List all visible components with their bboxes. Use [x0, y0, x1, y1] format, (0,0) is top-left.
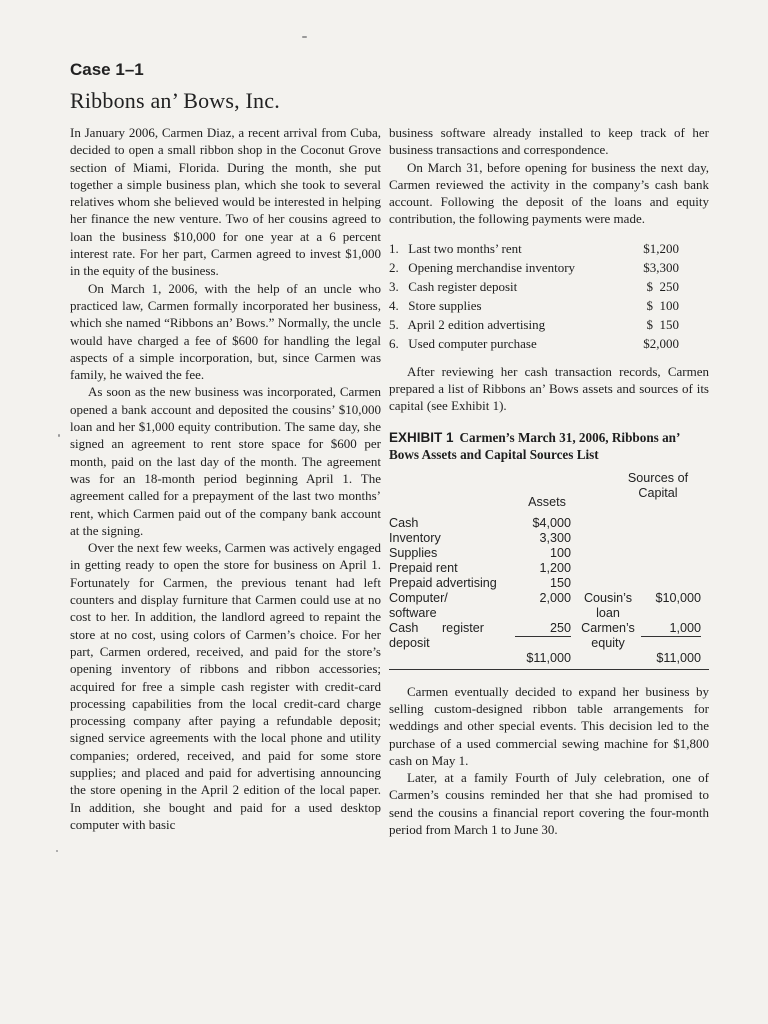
- asset-label: Computer/ software: [389, 590, 448, 620]
- asset-label: Supplies: [389, 545, 438, 560]
- exhibit-label: EXHIBIT 1: [389, 429, 454, 445]
- payment-item: [389, 277, 709, 296]
- asset-value: 250: [515, 621, 571, 637]
- asset-label: Cash register deposit: [389, 620, 484, 650]
- source-label: Cousin’s loan: [583, 590, 633, 620]
- asset-label: Prepaid advertising: [389, 575, 497, 590]
- asset-value: 3,300: [539, 530, 571, 545]
- asset-value: $4,000: [532, 515, 571, 530]
- source-value: $10,000: [655, 590, 701, 605]
- table-row: [389, 621, 709, 651]
- scan-speck: [302, 36, 307, 38]
- payment-amount: $3,300: [643, 259, 679, 275]
- assets-column-header: Assets: [528, 494, 566, 509]
- scan-speck: [56, 850, 58, 852]
- payment-number: 5.: [389, 316, 399, 332]
- table-row: [389, 516, 709, 531]
- payment-amount: $2,000: [643, 335, 679, 351]
- asset-label: Cash: [389, 515, 419, 530]
- table-row: [389, 591, 709, 621]
- payment-number: 1.: [389, 240, 399, 256]
- paragraph: Over the next few weeks, Carmen was actively engaged in getting ready to open the store for business on April 1. Fortunately for Carmen, the previous tenant had left counters and display furniture that Carmen could use at no cost to her. In addition, the landlord agreed to repaint the store at no cost, using colors of Carmen’s choice. For her part, Carmen ordered, received, and paid for the store’s opening inventory of ribbons and ribbon accessories; acquired for free a simple cash register with credit-card processing capabilities from the local credit-card charge processing company after paying a refundable deposit; signed service agreements with the local phone and utility companies; ordered, received, and paid for some store supplies; and placed and paid for advertising announcing the store opening in the April 2 edition of the local paper. In addition, she bought and paid for a used desktop computer with basic: [70, 540, 381, 832]
- table-row: [389, 576, 709, 591]
- total-assets: $11,000: [526, 650, 571, 665]
- payment-label: Store supplies: [408, 297, 482, 313]
- paragraph: On March 31, before opening for business the next day, Carmen reviewed the activity in the company’s cash bank account. Following the deposit of the loans and equity contribution, the following payments were made.: [389, 159, 709, 227]
- payment-amount: $ 100: [646, 297, 679, 313]
- asset-label: Prepaid rent: [389, 560, 458, 575]
- exhibit-rows: [389, 516, 709, 651]
- payment-item: [389, 239, 709, 258]
- exhibit-table: [389, 471, 709, 683]
- payment-amount: $1,200: [643, 240, 679, 256]
- sources-column-header: Sources of Capital: [627, 470, 689, 500]
- paragraph: On March 1, 2006, with the help of an uncle who practiced law, Carmen formally incorporated her business, which she named “Ribbons an’ Bows.” Normally, the uncle would have charged a fee of $600 for handling the legal aspects of a simple incorporation, but, since Carmen was family, he waived the fee.: [70, 280, 381, 383]
- asset-value: 1,200: [539, 560, 571, 575]
- table-row: [389, 546, 709, 561]
- paragraph: Later, at a family Fourth of July celebration, one of Carmen’s cousins reminded her that she had promised to send the cousins a financial report covering the four-month period from March 1 to June 30.: [389, 770, 709, 838]
- asset-value: 100: [549, 545, 571, 560]
- source-value: 1,000: [641, 621, 701, 637]
- payments-list: [389, 239, 709, 353]
- payment-number: 4.: [389, 297, 399, 313]
- payment-number: 3.: [389, 278, 399, 294]
- paragraph: As soon as the new business was incorporated, Carmen opened a bank account and deposited the cousins’ $10,000 loan and her $1,000 equity contribution. The same day, she signed an agreement to rent store space for $600 per month, paid on the last day of the month. The agreement was for an 18-month period beginning April 1. The agreement called for a prepayment of the last two months’ rent, which Carmen paid out of the company bank account at the signing.: [70, 384, 381, 538]
- scan-speck: [58, 434, 60, 437]
- asset-value: 150: [549, 575, 571, 590]
- payment-number: 2.: [389, 259, 399, 275]
- payment-label: April 2 edition advertising: [407, 316, 546, 332]
- paragraph: Carmen eventually decided to expand her business by selling custom-designed ribbon table arrangements for weddings and other special events. This decision led to the purchase of a used commercial sewing machine for $1,800 cash on May 1.: [389, 683, 709, 768]
- paragraph: After reviewing her cash transaction records, Carmen prepared a list of Ribbons an’ Bows assets and sources of its capital (see Exhibit 1).: [389, 363, 709, 414]
- payment-item: [389, 334, 709, 353]
- payment-amount: $ 150: [646, 316, 679, 332]
- payment-item: [389, 296, 709, 315]
- paragraph: business software already installed to keep track of her business transactions and correspondence.: [389, 125, 709, 158]
- payment-label: Used computer purchase: [408, 335, 537, 351]
- payment-amount: $ 250: [646, 278, 679, 294]
- asset-value: 2,000: [539, 590, 571, 605]
- left-column: [70, 124, 381, 833]
- payment-label: Cash register deposit: [408, 278, 518, 294]
- source-label: Carmen’s equity: [581, 620, 635, 650]
- exhibit-title: Carmen’s March 31, 2006, Ribbons an’ Bows Assets and Capital Sources List: [389, 429, 680, 462]
- table-row: [389, 531, 709, 546]
- table-row: [389, 561, 709, 576]
- exhibit-heading: [389, 429, 709, 463]
- paragraph: In January 2006, Carmen Diaz, a recent arrival from Cuba, decided to open a small ribbon shop in the Coconut Grove section of Miami, Florida. During the month, she put together a simple business plan, which she took to several relatives whom she believed would be interested in helping her finance the new venture. Two of her cousins agreed to loan the business $10,000 for one year at a 6 percent interest rate. For her part, Carmen agreed to invest $1,000 in the equity of the business.: [70, 125, 381, 279]
- case-label: Case 1–1: [70, 60, 144, 79]
- table-rule: [389, 669, 709, 670]
- payment-number: 6.: [389, 335, 399, 351]
- asset-label: Inventory: [389, 530, 441, 545]
- payment-label: Last two months’ rent: [408, 240, 522, 256]
- payment-label: Opening merchandise inventory: [408, 259, 576, 275]
- payment-item: [389, 258, 709, 277]
- payment-item: [389, 315, 709, 334]
- right-column: [389, 124, 709, 838]
- total-sources: $11,000: [656, 650, 701, 665]
- case-title: Ribbons an’ Bows, Inc.: [70, 88, 280, 113]
